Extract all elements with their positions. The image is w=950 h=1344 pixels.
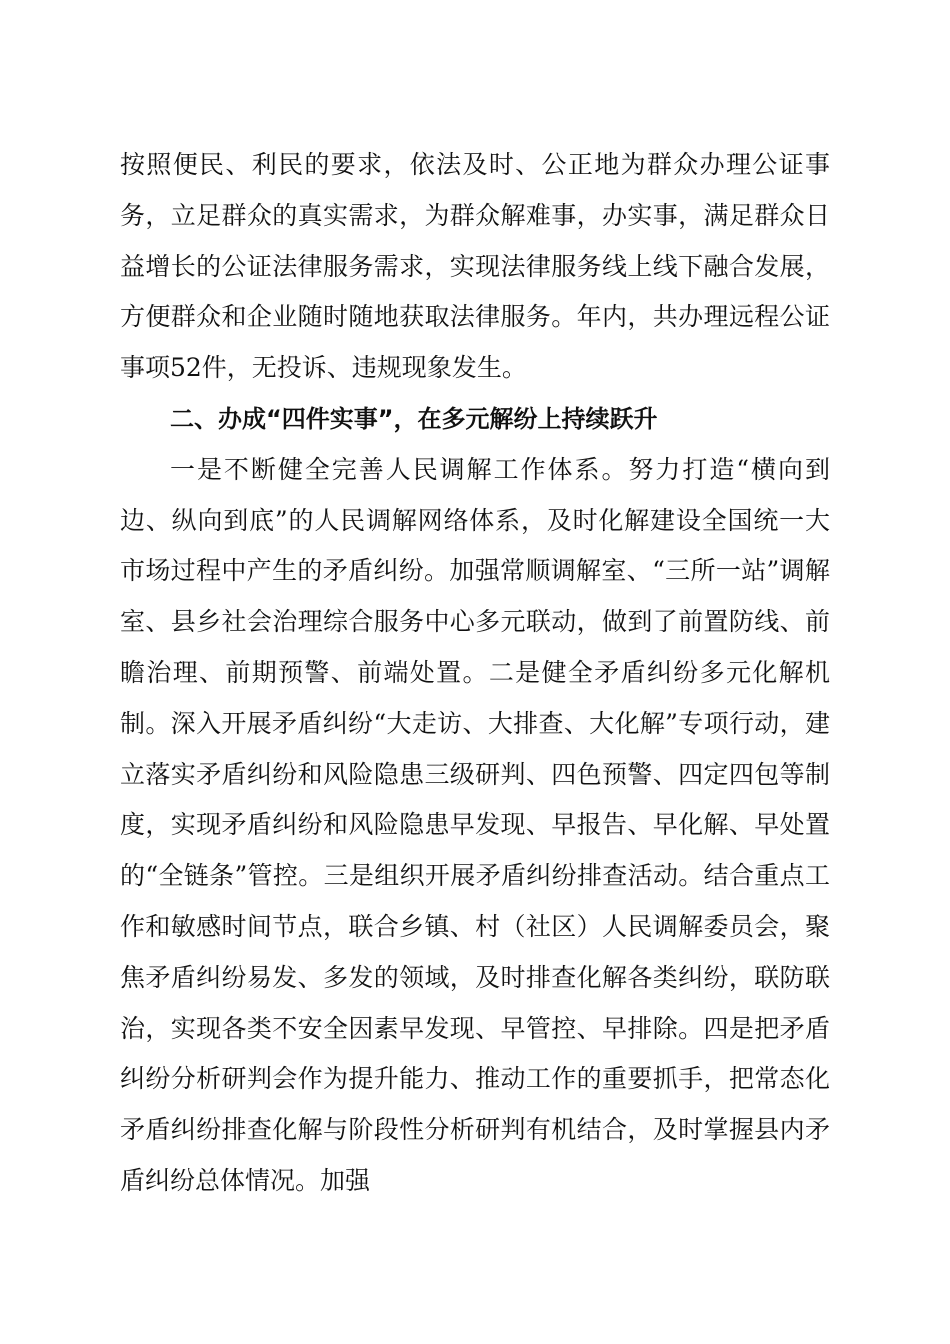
paragraph-mediation-system: 一是不断健全完善人民调解工作体系。努力打造“横向到边、纵向到底”的人民调解网络体系，及时化解建设全国统一大市场过程中产生的矛盾纠纷。加强常顺调解室、“三所一站”调解室、县乡社会治理综合服务中心多元联动，做到了前置防线、前瞻治理、前期预警、前端处置。二是健全矛盾纠纷多元化解机制。深入开展矛盾纠纷“大走访、大排查、大化解”专项行动，建立落实矛盾纠纷和风险隐患三级研判、四色预警、四定四包等制度，实现矛盾纠纷和风险隐患早发现、早报告、早化解、早处置的“全链条”管控。三是组织开展矛盾纠纷排查活动。结合重点工作和敏感时间节点，联合乡镇、村（社区）人民调解委员会，聚焦矛盾纠纷易发、多发的领域，及时排查化解各类纠纷，联防联治，实现各类不安全因素早发现、早管控、早排除。四是把矛盾纠纷分析研判会作为提升能力、推动工作的重要抓手，把常态化矛盾纠纷排查化解与阶段性分析研判有机结合，及时掌握县内矛盾纠纷总体情况。加强 [120,454,830,1195]
paragraph-notary-services: 按照便民、利民的要求，依法及时、公正地为群众办理公证事务，立足群众的真实需求，为群众解难事，办实事，满足群众日益增长的公证法律服务需求，实现法律服务线上线下融合发展，方便群众和企业随时随地获取法律服务。年内，共办理远程公证事项52件，无投诉、违规现象发生。 [120,150,830,383]
document-body [120,140,830,1207]
section-heading-two: 二、办成“四件实事”，在多元解纷上持续跃升 [170,404,658,433]
